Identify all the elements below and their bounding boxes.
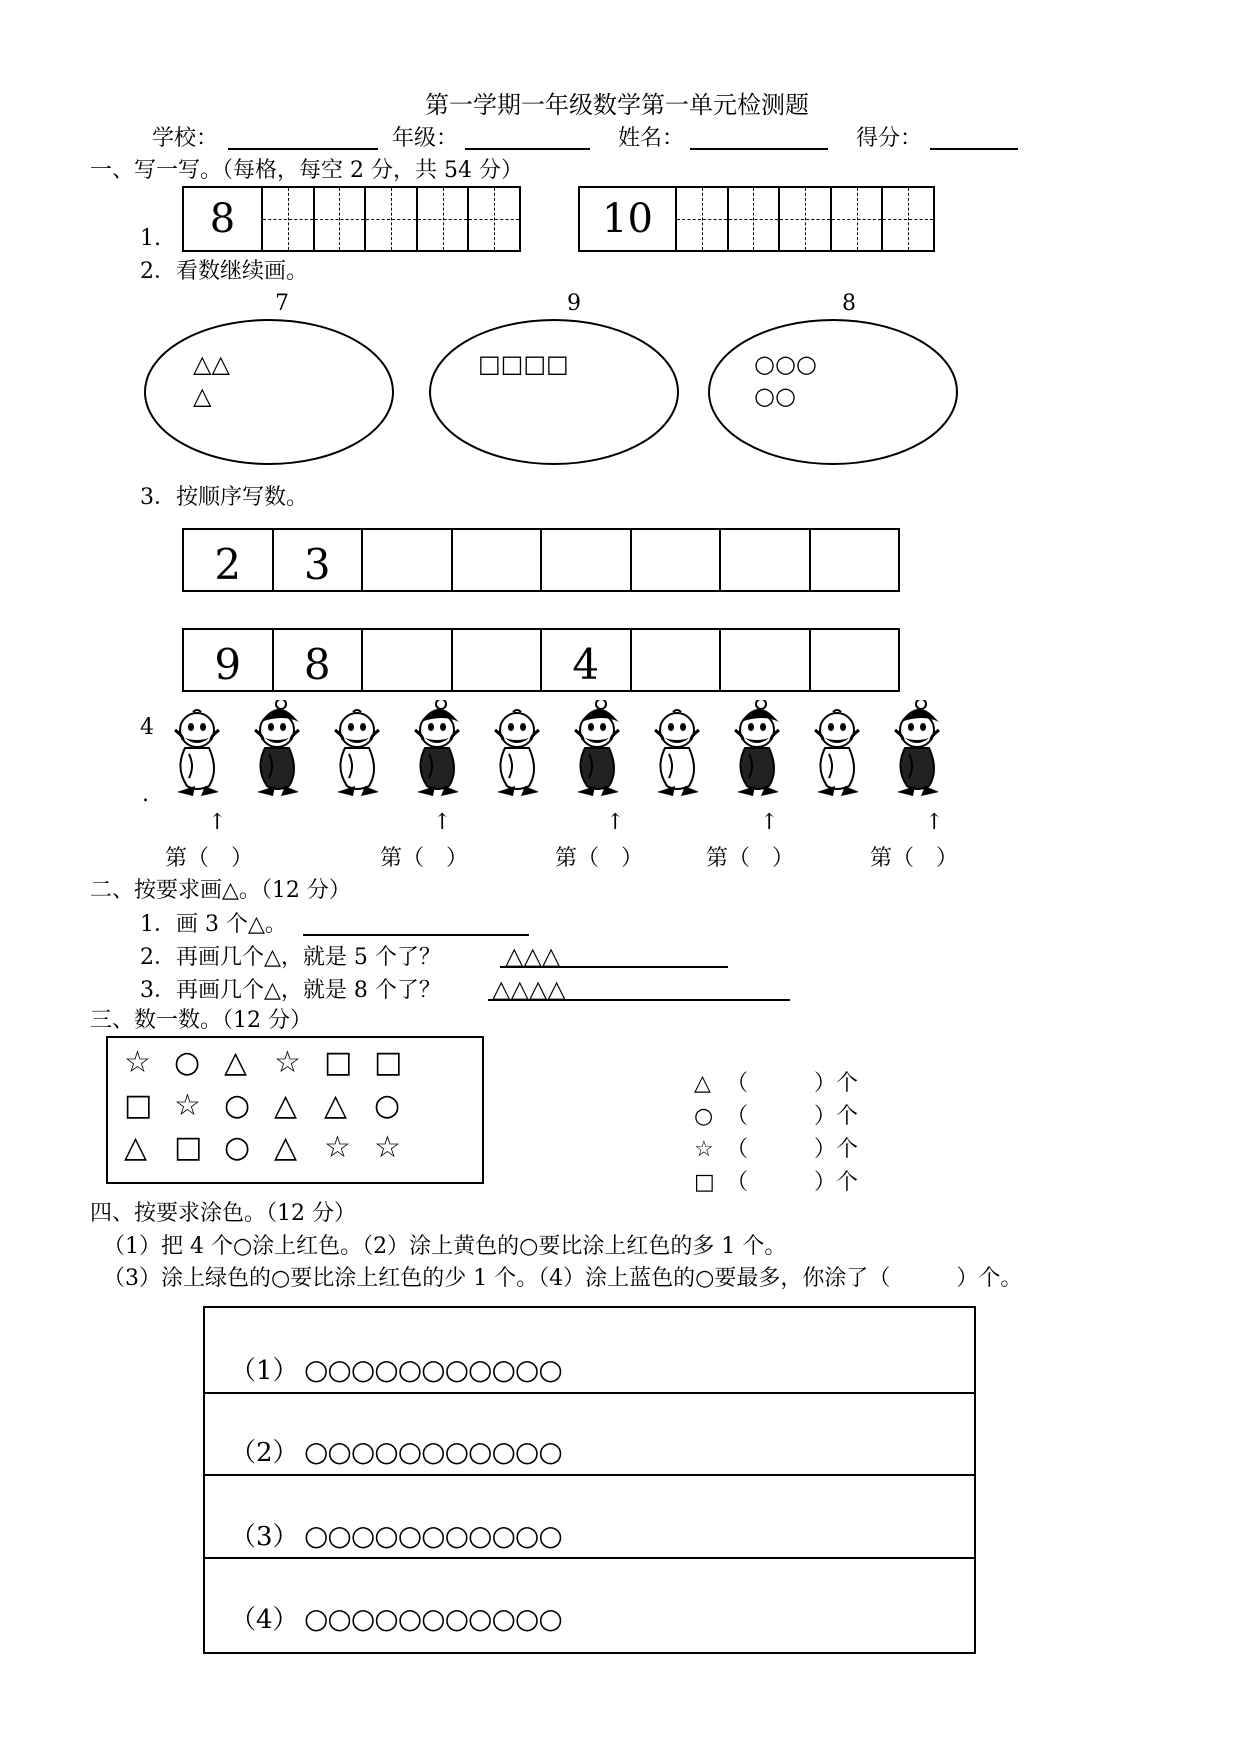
count-answer[interactable]: （ ）个 — [726, 1104, 859, 1129]
s4-instructions-1: （1）把 4 个○涂上红色。（2）涂上黄色的○要比涂上红色的多 1 个。 — [103, 1234, 787, 1259]
s2-q3-answer[interactable] — [488, 999, 790, 1001]
s2-q1-answer[interactable] — [303, 934, 529, 936]
coloring-row-circles[interactable]: ○○○○○○○○○○○ — [304, 1602, 562, 1635]
sequence-cell[interactable] — [361, 630, 451, 690]
count-shape: □ — [124, 1088, 153, 1123]
count-shape: ☆ — [274, 1045, 301, 1080]
sequence-cell[interactable]: 4 — [540, 630, 630, 690]
count-shape-icon: □ — [694, 1170, 715, 1195]
sequence-cell[interactable] — [540, 530, 630, 590]
count-shape: ☆ — [174, 1088, 201, 1123]
s2-q2-given: △△△ — [505, 942, 561, 970]
duck-arrow: ↑ — [760, 810, 779, 835]
sequence-cell[interactable] — [809, 530, 899, 590]
row-divider — [203, 1392, 976, 1394]
oval-shapes: □□□□ — [478, 350, 569, 378]
oval-shapes: △△ — [193, 350, 230, 378]
duck-arrow: ↑ — [606, 810, 625, 835]
count-shape: △ — [124, 1130, 148, 1165]
count-shape: △ — [274, 1130, 298, 1165]
sequence-cell[interactable] — [630, 630, 720, 690]
sequence-cell[interactable] — [451, 630, 541, 690]
count-answer[interactable]: （ ）个 — [726, 1137, 859, 1162]
count-shape: ○ — [174, 1045, 201, 1080]
duck-icon — [175, 710, 219, 796]
sequence-cell[interactable] — [361, 530, 451, 590]
ducks-row — [0, 700, 1240, 810]
school-label: 学校： — [152, 126, 219, 151]
count-shape: □ — [324, 1045, 353, 1080]
coloring-row-label: （2） — [230, 1438, 299, 1468]
count-shape-icon: △ — [694, 1071, 711, 1096]
duck-icon — [895, 700, 939, 796]
ovals-drawing — [0, 0, 1240, 480]
oval-number: 7 — [275, 291, 289, 316]
oval-number: 9 — [567, 291, 581, 316]
grid-cell-given: 10 — [602, 196, 653, 242]
ordinal-blank[interactable]: 第（ ） — [165, 846, 254, 871]
sequence-cell[interactable] — [719, 630, 809, 690]
duck-icon — [415, 700, 459, 796]
ordinal-blank[interactable]: 第（ ） — [870, 846, 959, 871]
oval-number: 8 — [842, 291, 856, 316]
section3-heading: 三、数一数。（12 分） — [90, 1008, 312, 1033]
duck-arrow: ↑ — [925, 810, 944, 835]
sequence-cell[interactable] — [719, 530, 809, 590]
sequence-cell[interactable]: 3 — [272, 530, 362, 590]
duck-arrow: ↑ — [433, 810, 452, 835]
s4-instructions-2: （3）涂上绿色的○要比涂上红色的少 1 个。（4）涂上蓝色的○要最多，你涂了（ ）个。 — [103, 1266, 1023, 1291]
count-shape: △ — [324, 1088, 348, 1123]
sequence-cell[interactable] — [451, 530, 541, 590]
sequence-cell[interactable]: 9 — [214, 639, 242, 689]
coloring-row-label: （1） — [230, 1356, 299, 1386]
count-shape: ○ — [374, 1088, 401, 1123]
name-label: 姓名： — [618, 126, 685, 151]
sequence-cell[interactable]: 8 — [272, 630, 362, 690]
oval-shapes: ○○○ — [754, 350, 817, 378]
s2-q3: 3．再画几个△，就是 8 个了？ — [140, 978, 441, 1003]
sequence-cell[interactable]: 2 — [214, 539, 242, 589]
oval-shapes: △ — [193, 382, 212, 410]
page-title: 第一学期一年级数学第一单元检测题 — [425, 91, 809, 119]
oval[interactable] — [709, 320, 957, 464]
duck-arrow: ↑ — [208, 810, 227, 835]
count-shape: ○ — [224, 1088, 251, 1123]
duck-icon — [495, 710, 539, 796]
s2-q3-given: △△△△ — [492, 975, 566, 1003]
coloring-row-circles[interactable]: ○○○○○○○○○○○ — [304, 1435, 562, 1468]
section4-heading: 四、按要求涂色。（12 分） — [90, 1201, 356, 1226]
coloring-row-circles[interactable]: ○○○○○○○○○○○ — [304, 1353, 562, 1386]
sequence-row-2 — [182, 628, 900, 692]
s2-q1: 1．画 3 个△。 — [140, 912, 287, 937]
s2-q2-answer[interactable] — [500, 966, 728, 968]
grade-label: 年级： — [392, 126, 459, 151]
duck-icon — [335, 710, 379, 796]
section1-heading: 一、写一写。（每格，每空 2 分，共 54 分） — [90, 158, 523, 183]
q2-label: 2．看数继续画。 — [140, 259, 308, 284]
duck-icon — [735, 700, 779, 796]
grid-cell-given: 8 — [209, 196, 236, 242]
count-shape: ☆ — [124, 1045, 151, 1080]
count-shape: ○ — [224, 1130, 251, 1165]
ordinal-blank[interactable]: 第（ ） — [380, 846, 469, 871]
coloring-row-label: （3） — [230, 1522, 299, 1552]
q3-label: 3．按顺序写数。 — [140, 485, 308, 510]
oval-shapes: ○○ — [754, 382, 796, 410]
duck-icon — [255, 700, 299, 796]
sequence-cell[interactable] — [809, 630, 899, 690]
sequence-row-1 — [182, 528, 900, 592]
score-label: 得分： — [856, 126, 923, 151]
duck-icon — [655, 710, 699, 796]
q4-label-dot: . — [142, 782, 149, 807]
count-answer[interactable]: （ ）个 — [726, 1170, 859, 1195]
oval[interactable] — [430, 320, 678, 464]
ordinal-blank[interactable]: 第（ ） — [555, 846, 644, 871]
count-shape: □ — [174, 1130, 203, 1165]
q1-label: 1. — [140, 226, 161, 251]
sequence-cell[interactable] — [630, 530, 720, 590]
duck-icon — [575, 700, 619, 796]
count-shape: △ — [224, 1045, 248, 1080]
count-shape-icon: ☆ — [694, 1137, 714, 1162]
oval[interactable] — [145, 320, 393, 464]
count-shape: △ — [274, 1088, 298, 1123]
count-answer[interactable]: （ ）个 — [726, 1071, 859, 1096]
count-shape: ☆ — [324, 1130, 351, 1165]
count-shape: ☆ — [374, 1130, 401, 1165]
row-divider — [203, 1474, 976, 1476]
q4-label-num: 4 — [140, 715, 154, 740]
duck-icon — [815, 710, 859, 796]
ordinal-blank[interactable]: 第（ ） — [706, 846, 795, 871]
count-shape-icon: ○ — [694, 1104, 714, 1129]
s2-q2: 2．再画几个△，就是 5 个了？ — [140, 945, 441, 970]
coloring-row-circles[interactable]: ○○○○○○○○○○○ — [304, 1519, 562, 1552]
section2-heading: 二、按要求画△。（12 分） — [90, 878, 351, 903]
row-divider — [203, 1557, 976, 1559]
count-shape: □ — [374, 1045, 403, 1080]
coloring-row-label: （4） — [230, 1605, 299, 1635]
